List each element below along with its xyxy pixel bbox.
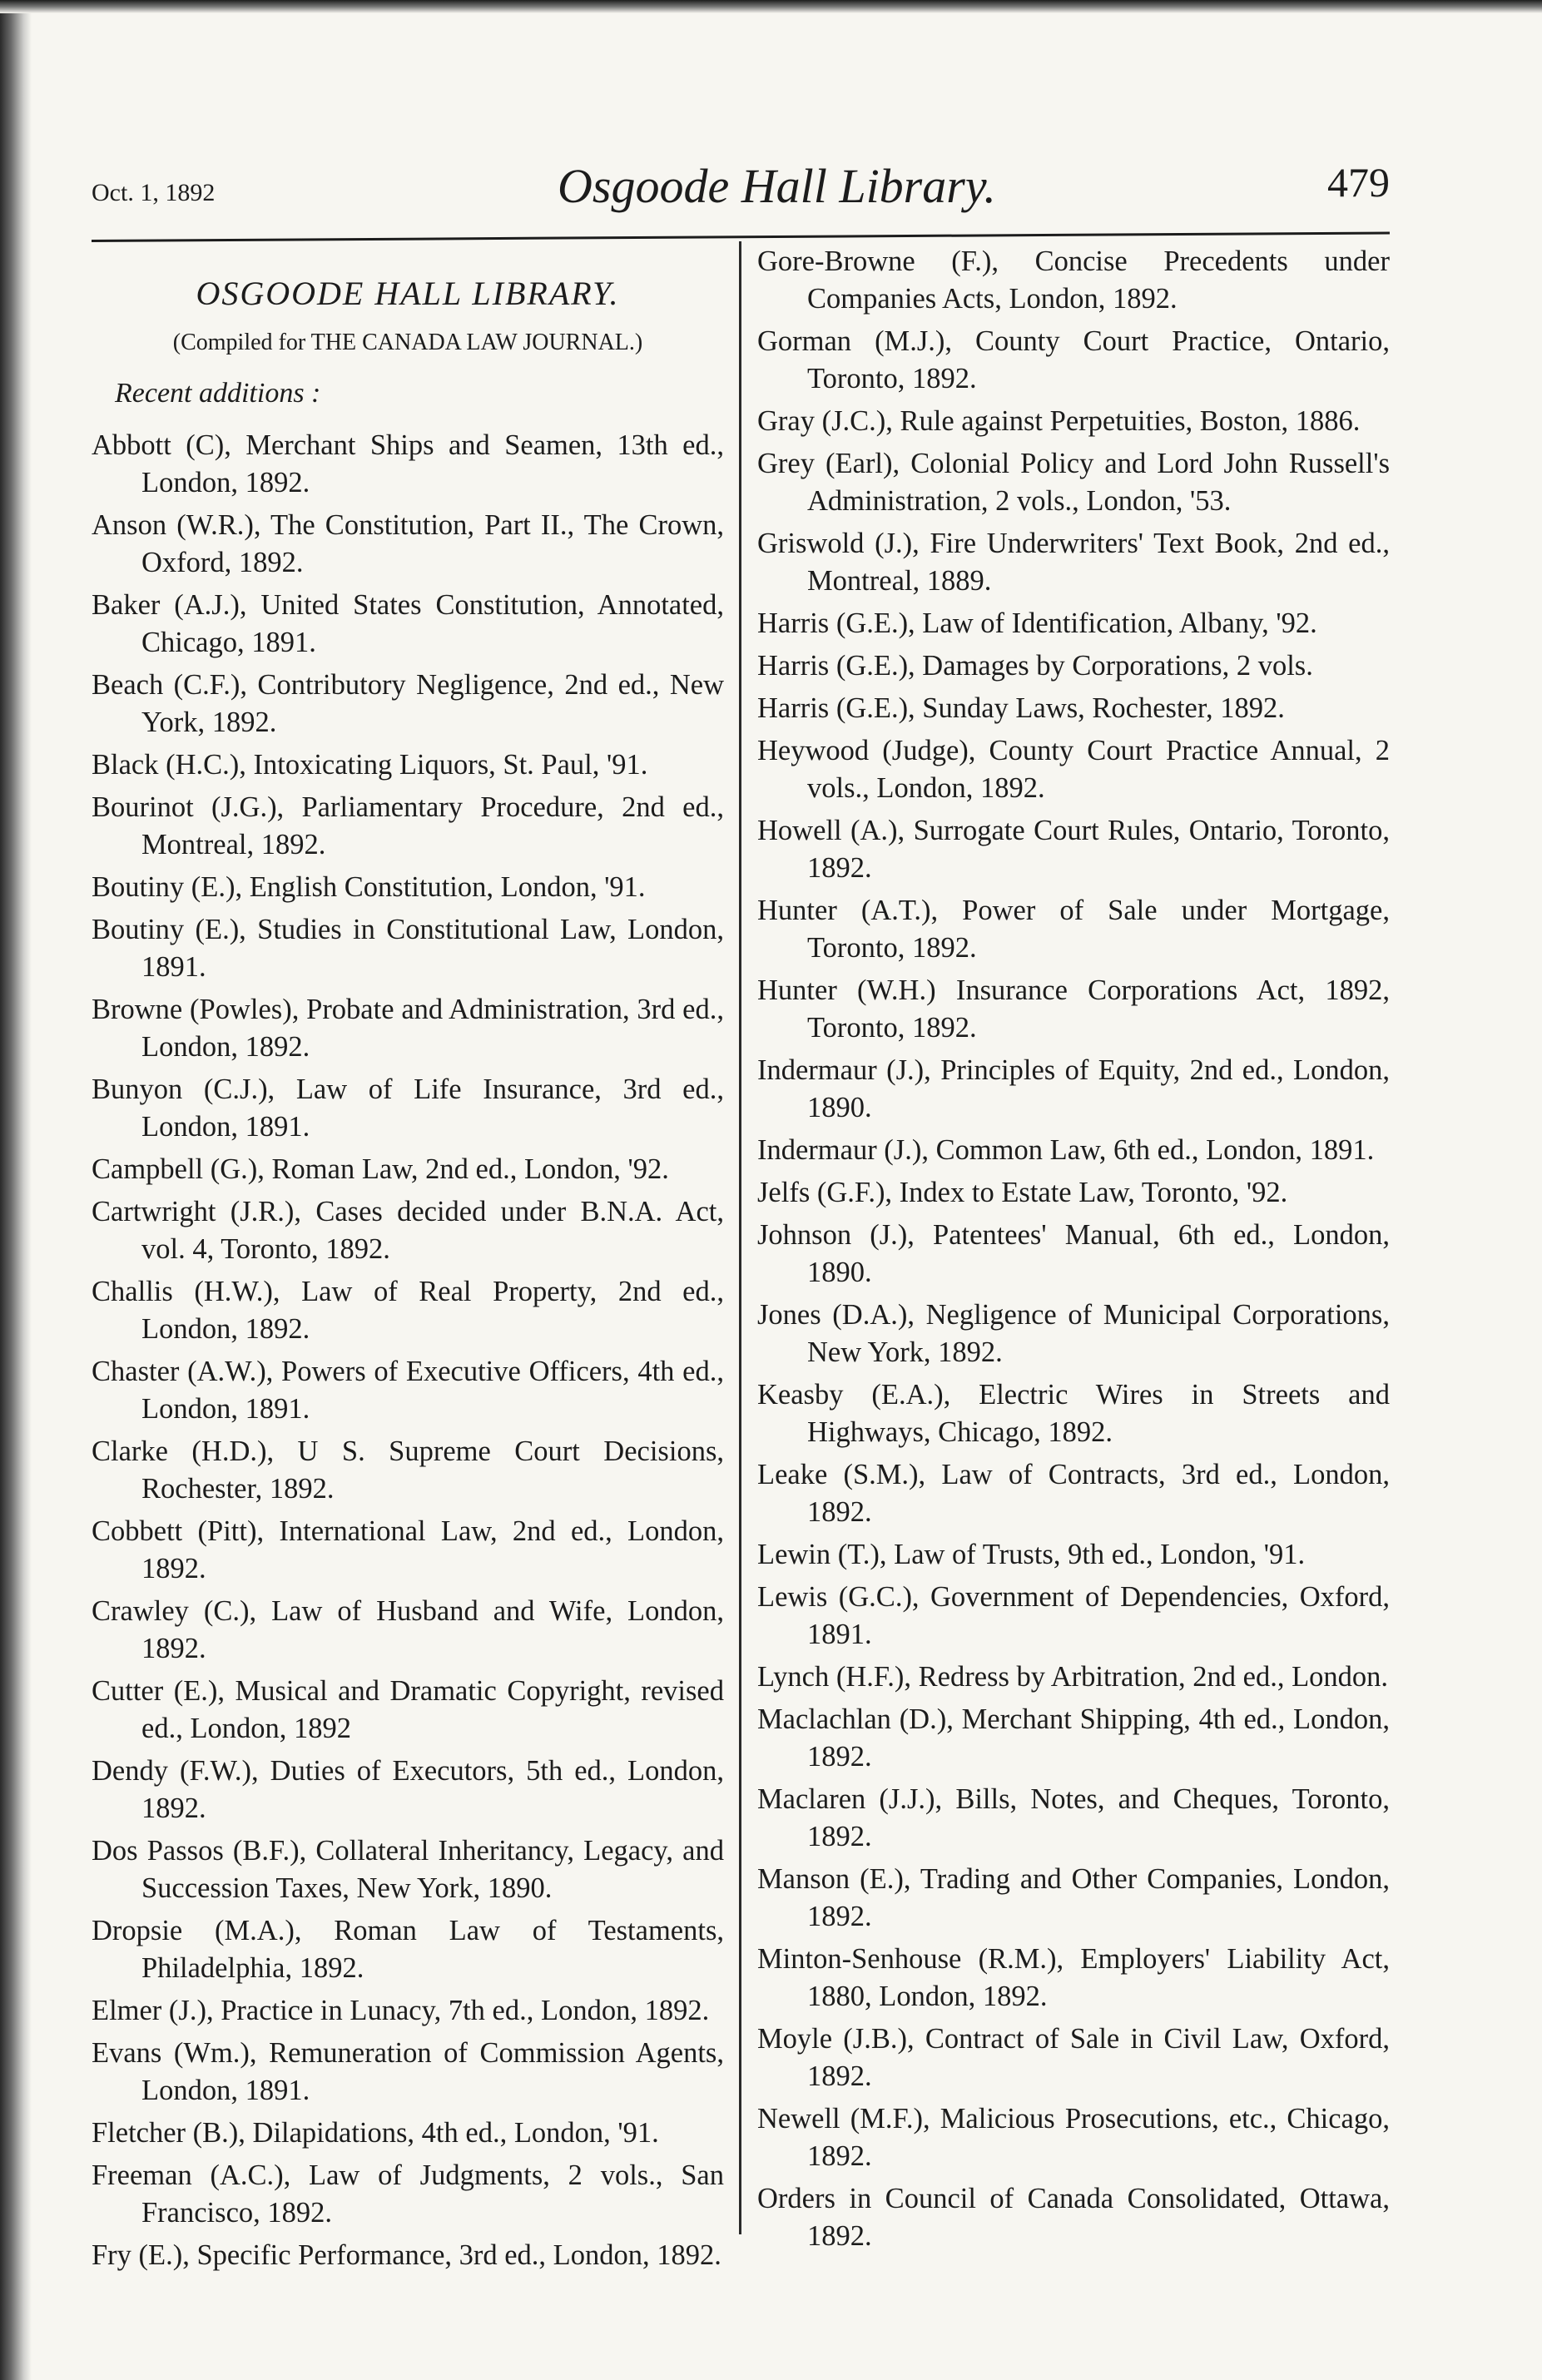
library-entry: Maclachlan (D.), Merchant Shipping, 4th ed., London, 1892. — [757, 1703, 1390, 1773]
library-entry: Fry (E.), Specific Performance, 3rd ed., London, 1892. — [92, 2239, 721, 2271]
library-entry: Dos Passos (B.F.), Collateral Inheritancy, Legacy, and Succession Taxes, New York, 1890. — [92, 1835, 724, 1904]
library-entry: Browne (Powles), Probate and Administration, 3rd ed., London, 1892. — [92, 994, 724, 1063]
right-column — [757, 241, 1390, 2260]
library-entry: Jones (D.A.), Negligence of Municipal Corporations, New York, 1892. — [757, 1299, 1390, 1368]
library-entry: Challis (H.W.), Law of Real Property, 2nd ed., London, 1892. — [92, 1276, 724, 1345]
library-entry: Maclaren (J.J.), Bills, Notes, and Cheques, Toronto, 1892. — [757, 1783, 1390, 1852]
library-entry: Elmer (J.), Practice in Lunacy, 7th ed., London, 1892. — [92, 1995, 710, 2026]
library-entry: Dropsie (M.A.), Roman Law of Testaments, Philadelphia, 1892. — [92, 1915, 724, 1984]
library-entry: Hunter (W.H.) Insurance Corporations Act, 1892, Toronto, 1892. — [757, 974, 1390, 1044]
library-entry: Griswold (J.), Fire Underwriters' Text Book, 2nd ed., Montreal, 1889. — [757, 528, 1390, 597]
library-entry: Bourinot (J.G.), Parliamentary Procedure, 2nd ed., Montreal, 1892. — [92, 791, 724, 860]
running-header — [92, 154, 1390, 229]
right-entry-list — [757, 243, 1390, 2255]
library-entry: Evans (Wm.), Remuneration of Commission Agents, London, 1891. — [92, 2037, 724, 2106]
library-entry: Lewis (G.C.), Government of Dependencies, Oxford, 1891. — [757, 1581, 1390, 1650]
library-entry: Cutter (E.), Musical and Dramatic Copyright, revised ed., London, 1892 — [92, 1675, 724, 1744]
library-entry: Freeman (A.C.), Law of Judgments, 2 vols., San Francisco, 1892. — [92, 2159, 724, 2229]
scan-top-edge — [0, 0, 1542, 13]
library-entry: Leake (S.M.), Law of Contracts, 3rd ed., London, 1892. — [757, 1459, 1390, 1528]
library-entry: Manson (E.), Trading and Other Companies, London, 1892. — [757, 1863, 1390, 1932]
library-entry: Bunyon (C.J.), Law of Life Insurance, 3rd ed., London, 1891. — [92, 1073, 724, 1143]
library-entry: Boutiny (E.), English Constitution, London, '91. — [92, 871, 646, 903]
header-page-number: 479 — [1327, 159, 1390, 206]
library-entry: Boutiny (E.), Studies in Constitutional Law, London, 1891. — [92, 914, 724, 983]
library-entry: Minton-Senhouse (R.M.), Employers' Liability Act, 1880, London, 1892. — [757, 1943, 1390, 2012]
library-entry: Anson (W.R.), The Constitution, Part II., The Crown, Oxford, 1892. — [92, 509, 724, 578]
library-entry: Moyle (J.B.), Contract of Sale in Civil Law, Oxford, 1892. — [757, 2023, 1390, 2092]
left-column — [92, 241, 724, 2279]
library-entry: Newell (M.F.), Malicious Prosecutions, etc., Chicago, 1892. — [757, 2103, 1390, 2172]
library-entry: Chaster (A.W.), Powers of Executive Officers, 4th ed., London, 1891. — [92, 1356, 724, 1425]
library-entry: Howell (A.), Surrogate Court Rules, Ontario, Toronto, 1892. — [757, 815, 1390, 884]
library-entry: Keasby (E.A.), Electric Wires in Streets and Highways, Chicago, 1892. — [757, 1379, 1390, 1448]
library-entry: Harris (G.E.), Damages by Corporations, 2 vols. — [757, 650, 1313, 682]
section-label: Recent additions : — [115, 378, 321, 409]
header-date: Oct. 1, 1892 — [92, 179, 216, 206]
library-entry: Gorman (M.J.), County Court Practice, Ontario, Toronto, 1892. — [757, 325, 1390, 394]
library-entry: Beach (C.F.), Contributory Negligence, 2nd ed., New York, 1892. — [92, 669, 724, 738]
library-entry: Indermaur (J.), Principles of Equity, 2nd ed., London, 1890. — [757, 1054, 1390, 1123]
library-entry: Harris (G.E.), Law of Identification, Albany, '92. — [757, 607, 1317, 639]
library-entry: Harris (G.E.), Sunday Laws, Rochester, 1892. — [757, 692, 1285, 724]
library-entry: Gray (J.C.), Rule against Perpetuities, Boston, 1886. — [757, 405, 1361, 437]
library-entry: Campbell (G.), Roman Law, 2nd ed., London, '92. — [92, 1153, 669, 1185]
library-entry: Hunter (A.T.), Power of Sale under Mortgage, Toronto, 1892. — [757, 895, 1390, 964]
library-entry: Grey (Earl), Colonial Policy and Lord John Russell's Administration, 2 vols., London, '53. — [757, 448, 1390, 517]
library-entry: Jelfs (G.F.), Index to Estate Law, Toronto, '92. — [757, 1177, 1288, 1208]
library-entry: Cartwright (J.R.), Cases decided under B.N.A. Act, vol. 4, Toronto, 1892. — [92, 1196, 724, 1265]
library-entry: Abbott (C), Merchant Ships and Seamen, 13th ed., London, 1892. — [92, 429, 724, 498]
section-subtitle: (Compiled for THE CANADA LAW JOURNAL.) — [172, 330, 643, 355]
scan-page-edge — [0, 0, 32, 2380]
library-entry: Clarke (H.D.), U S. Supreme Court Decisions, Rochester, 1892. — [92, 1435, 724, 1505]
library-entry: Gore-Browne (F.), Concise Precedents under Companies Acts, London, 1892. — [757, 245, 1390, 315]
library-entry: Fletcher (B.), Dilapidations, 4th ed., London, '91. — [92, 2117, 659, 2149]
library-entry: Lynch (H.F.), Redress by Arbitration, 2nd ed., London. — [757, 1661, 1389, 1693]
left-entry-list — [92, 427, 724, 2274]
library-entry: Lewin (T.), Law of Trusts, 9th ed., London, '91. — [757, 1539, 1306, 1570]
library-entry: Orders in Council of Canada Consolidated, Ottawa, 1892. — [757, 2183, 1390, 2252]
library-entry: Cobbett (Pitt), International Law, 2nd ed., London, 1892. — [92, 1515, 724, 1584]
header-running-title: Osgoode Hall Library. — [558, 159, 996, 213]
library-entry: Crawley (C.), Law of Husband and Wife, London, 1892. — [92, 1595, 724, 1664]
section-title: OSGOODE HALL LIBRARY. — [196, 275, 620, 312]
library-entry: Heywood (Judge), County Court Practice Annual, 2 vols., London, 1892. — [757, 735, 1390, 804]
library-entry: Dendy (F.W.), Duties of Executors, 5th ed., London, 1892. — [92, 1755, 724, 1824]
library-entry: Black (H.C.), Intoxicating Liquors, St. Paul, '91. — [92, 749, 648, 781]
library-entry: Indermaur (J.), Common Law, 6th ed., London, 1891. — [757, 1134, 1375, 1166]
library-entry: Johnson (J.), Patentees' Manual, 6th ed., London, 1890. — [757, 1219, 1390, 1288]
library-entry: Baker (A.J.), United States Constitution, Annotated, Chicago, 1891. — [92, 589, 724, 658]
column-divider — [739, 241, 741, 2234]
